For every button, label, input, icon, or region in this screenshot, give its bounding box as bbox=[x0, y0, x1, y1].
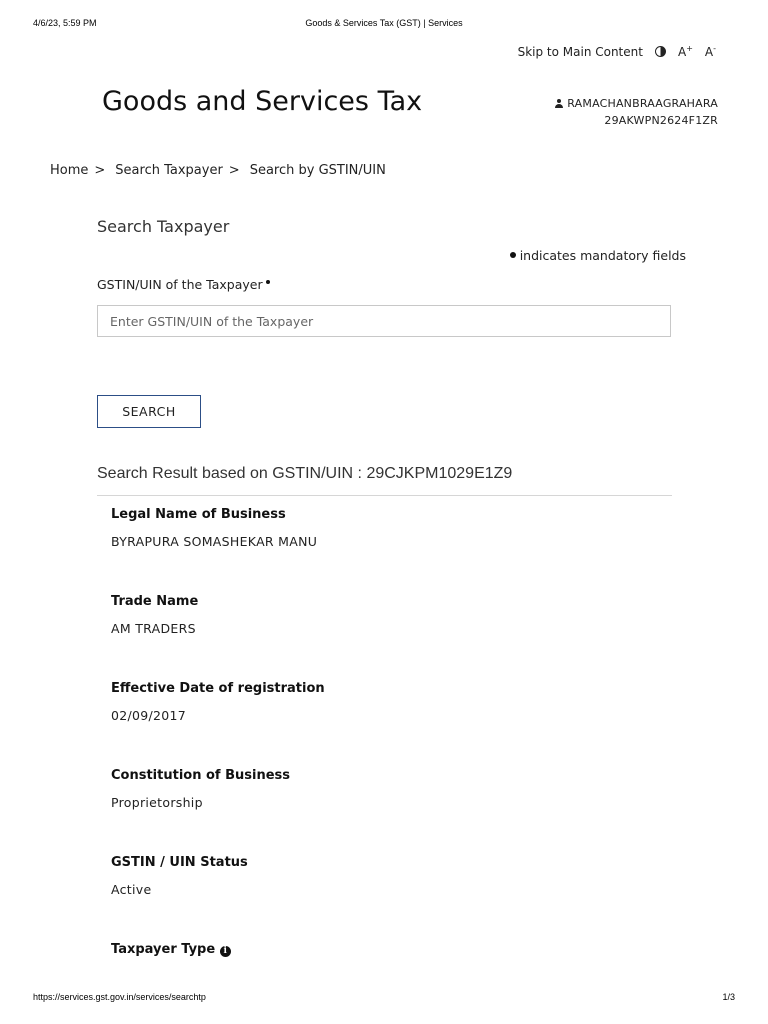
accessibility-bar bbox=[518, 44, 716, 59]
decrease-font-button[interactable]: A- bbox=[704, 44, 716, 59]
breadcrumb-home[interactable]: Home bbox=[50, 163, 89, 178]
user-gstin: 29AKWPN2624F1ZR bbox=[604, 114, 718, 127]
gstin-field-label: GSTIN/UIN of the Taxpayer bbox=[97, 277, 274, 292]
result-field bbox=[111, 768, 290, 810]
field-value-status: Active bbox=[111, 882, 152, 897]
result-field bbox=[111, 681, 325, 723]
field-value-legal-name: BYRAPURA SOMASHEKAR MANU bbox=[111, 534, 318, 549]
field-label-status: GSTIN / UIN Status bbox=[111, 855, 248, 870]
field-value-registration-date: 02/09/2017 bbox=[111, 708, 187, 723]
gstin-input[interactable] bbox=[97, 305, 671, 337]
section-title: Search Taxpayer bbox=[97, 217, 230, 236]
print-url: https://services.gst.gov.in/services/searchtp bbox=[33, 992, 206, 1002]
result-field bbox=[111, 942, 231, 957]
result-divider bbox=[97, 495, 672, 496]
breadcrumb-separator: > bbox=[228, 163, 240, 178]
field-label-legal-name: Legal Name of Business bbox=[111, 507, 286, 522]
print-footer bbox=[0, 992, 768, 1006]
site-title[interactable]: Goods and Services Tax bbox=[102, 86, 423, 117]
result-field bbox=[111, 855, 248, 897]
breadcrumb-search-taxpayer[interactable]: Search Taxpayer bbox=[115, 163, 223, 178]
user-icon bbox=[555, 99, 563, 108]
field-label-taxpayer-type: Taxpayer Type i bbox=[111, 942, 231, 957]
skip-to-main-link[interactable]: Skip to Main Content bbox=[517, 44, 643, 59]
user-name: RAMACHANBRAAGRAHARA bbox=[567, 97, 718, 110]
print-datetime: 4/6/23, 5:59 PM bbox=[33, 18, 97, 28]
print-page-title: Goods & Services Tax (GST) | Services bbox=[305, 18, 463, 28]
search-button[interactable]: SEARCH bbox=[97, 395, 201, 428]
user-info[interactable] bbox=[555, 95, 718, 129]
mandatory-dot-icon bbox=[510, 252, 516, 258]
field-value-trade-name: AM TRADERS bbox=[111, 621, 196, 636]
contrast-toggle-icon[interactable] bbox=[655, 46, 666, 57]
field-label-constitution: Constitution of Business bbox=[111, 768, 291, 783]
search-result-title: Search Result based on GSTIN/UIN : 29CJKPM1029E1Z9 bbox=[97, 465, 513, 482]
increase-font-button[interactable]: A+ bbox=[677, 44, 693, 59]
breadcrumb-current: Search by GSTIN/UIN bbox=[249, 163, 386, 178]
field-label-registration-date: Effective Date of registration bbox=[111, 681, 325, 696]
field-label-trade-name: Trade Name bbox=[111, 594, 199, 609]
result-field bbox=[111, 507, 317, 549]
print-page-count: 1/3 bbox=[722, 992, 735, 1002]
info-circle-icon[interactable]: i bbox=[220, 946, 231, 957]
mandatory-dot-icon bbox=[266, 280, 270, 284]
result-field bbox=[111, 594, 198, 636]
breadcrumb bbox=[50, 163, 386, 178]
mandatory-note: indicates mandatory fields bbox=[510, 248, 686, 263]
field-value-constitution: Proprietorship bbox=[111, 795, 203, 810]
breadcrumb-separator: > bbox=[94, 163, 106, 178]
print-header bbox=[0, 18, 768, 32]
